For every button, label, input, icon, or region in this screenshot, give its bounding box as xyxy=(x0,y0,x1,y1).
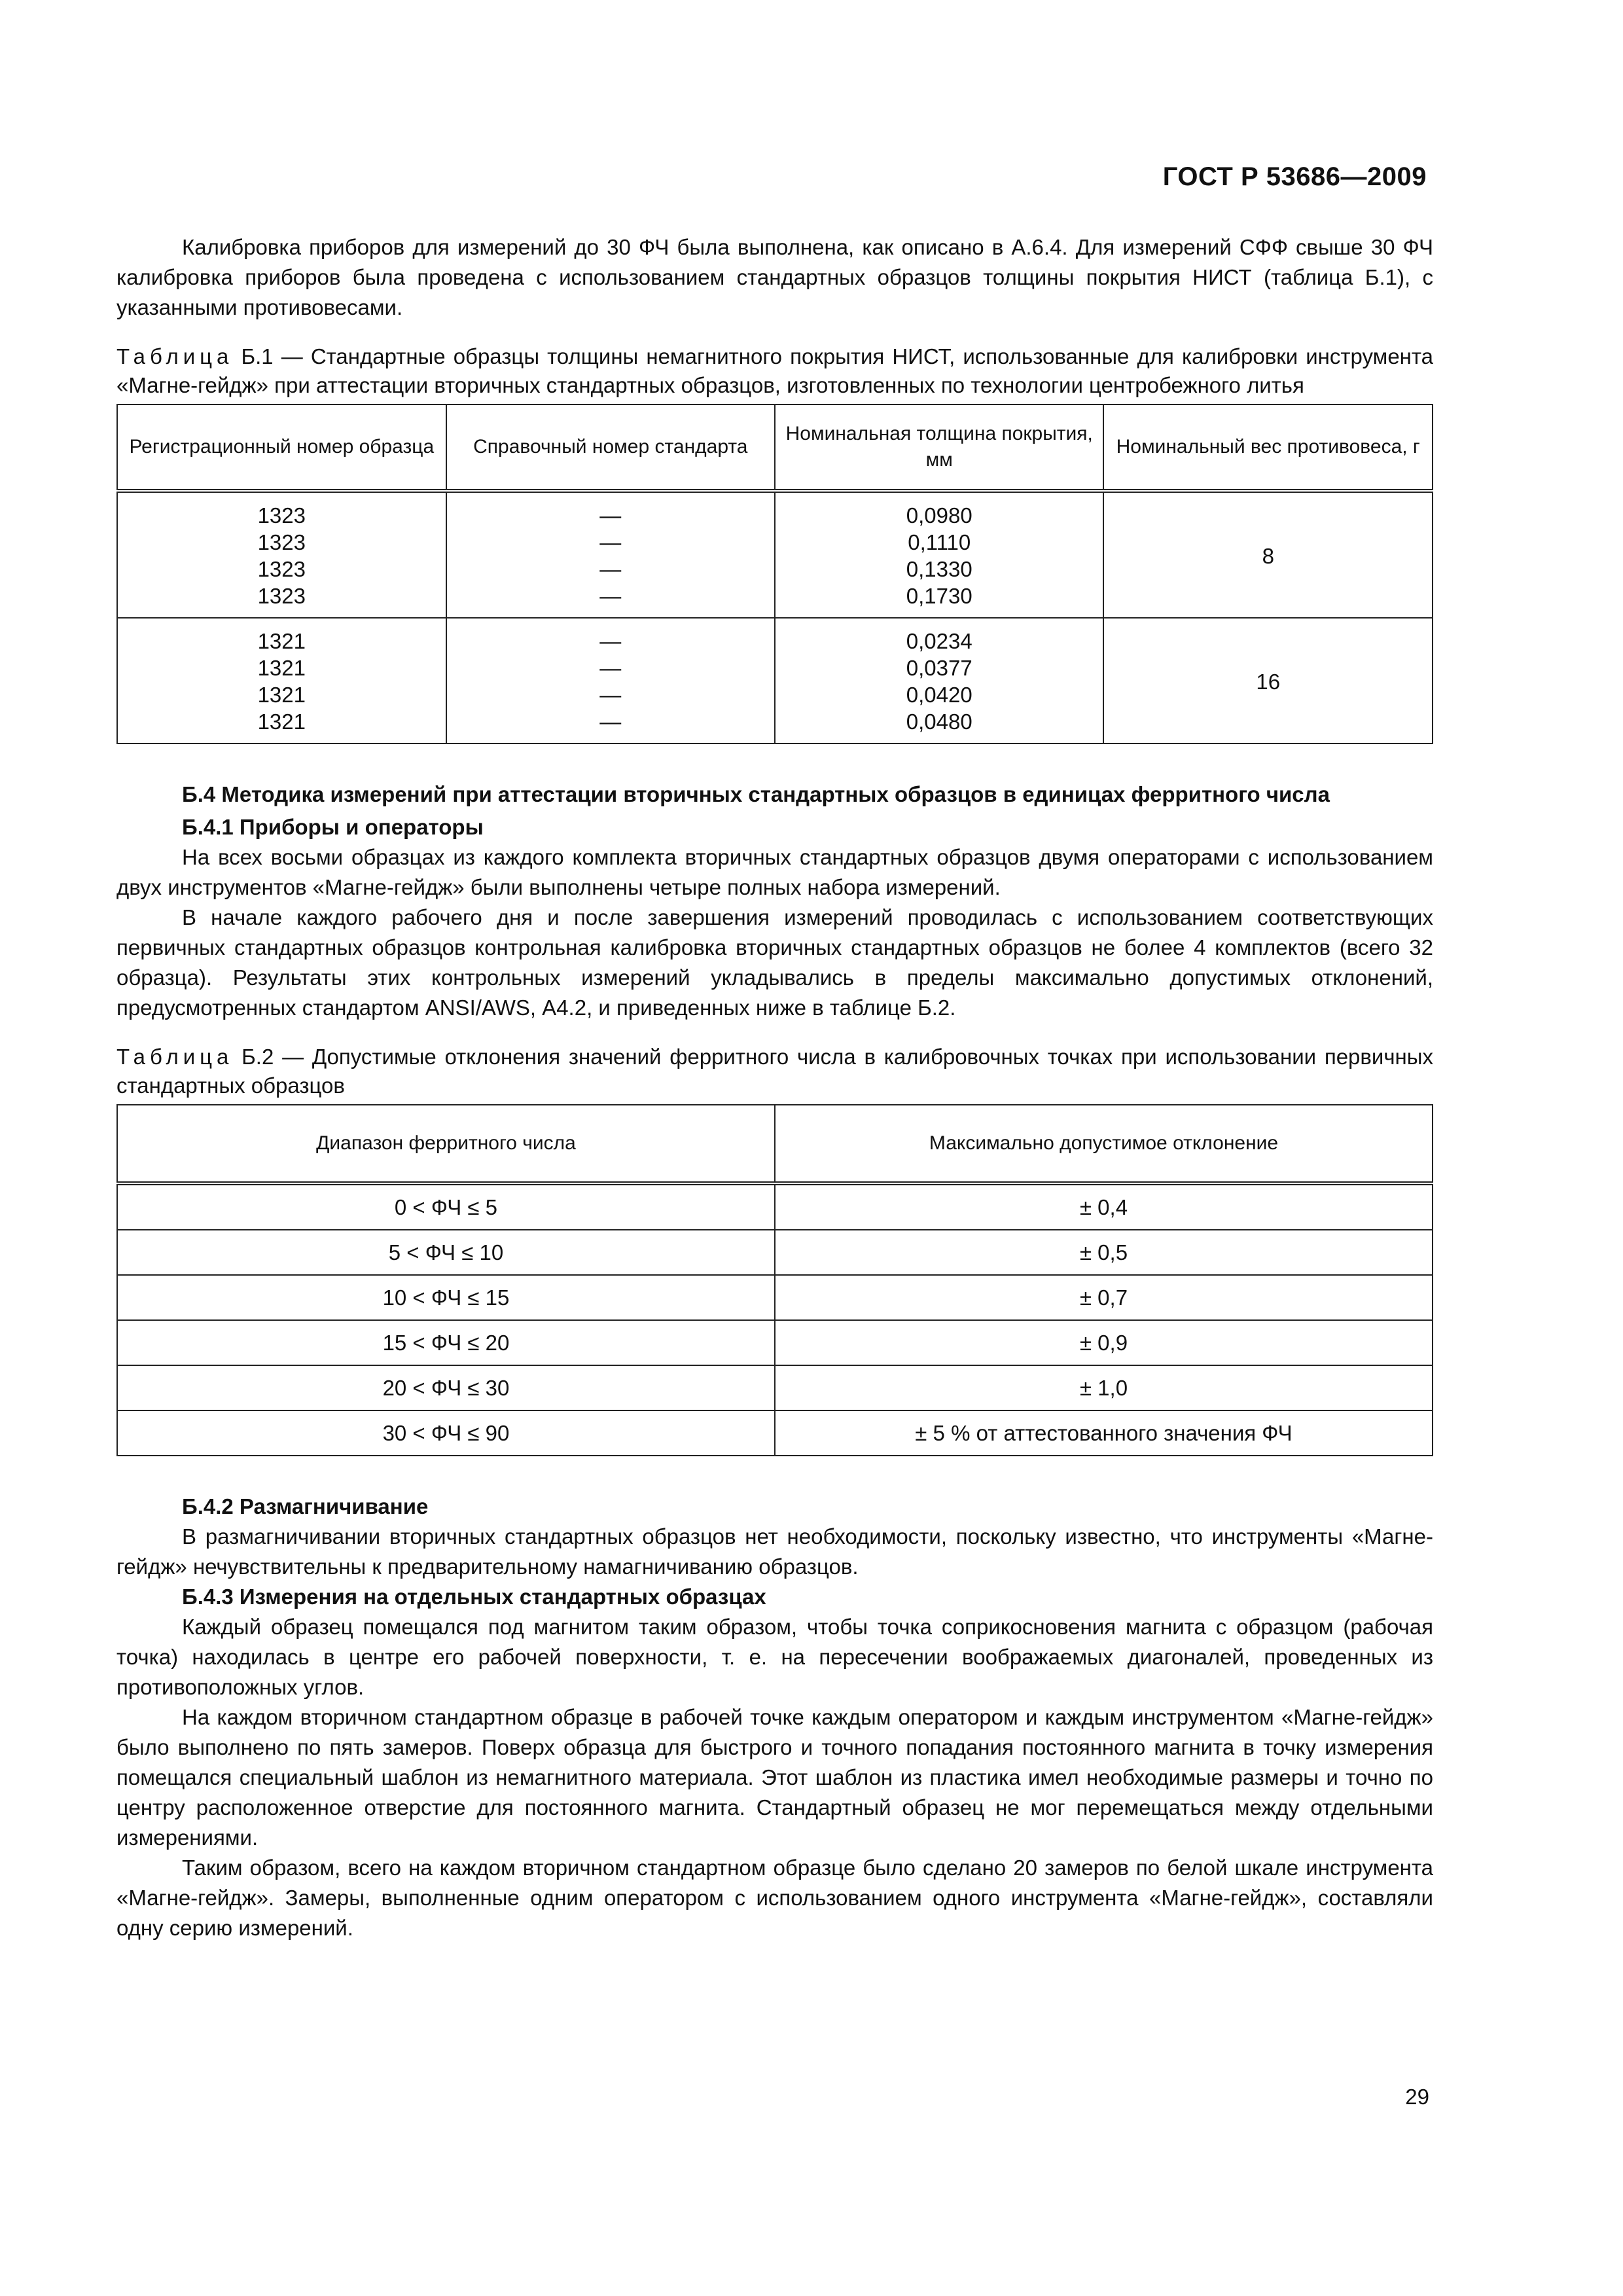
table1-cell-line: — xyxy=(599,584,622,608)
table2-cell-range: 10 < ФЧ ≤ 15 xyxy=(117,1275,775,1320)
section-b4-heading: Б.4 Методика измерений при аттестации вторичных стандартных образцов в единицах ферритного числа xyxy=(182,782,1330,806)
table1-caption xyxy=(116,342,1433,400)
table2-cell-deviation: ± 0,5 xyxy=(775,1230,1433,1275)
table2-cell-deviation: ± 0,4 xyxy=(775,1183,1433,1230)
table1-header-reg-number: Регистрационный номер образца xyxy=(117,404,446,491)
table1-cell-line: 0,1730 xyxy=(906,584,972,608)
table1-caption-prefix: Таблица xyxy=(116,344,234,368)
table2-cell-deviation: ± 1,0 xyxy=(775,1365,1433,1410)
table2-body xyxy=(117,1183,1433,1456)
table2-header-deviation: Максимально допустимое отклонение xyxy=(775,1105,1433,1183)
section-b41-heading: Б.4.1 Приборы и операторы xyxy=(182,815,484,839)
table1-cell-line: 1323 xyxy=(257,530,306,554)
table2-cell-range: 0 < ФЧ ≤ 5 xyxy=(117,1183,775,1230)
table1-cell-line: 1321 xyxy=(257,683,306,707)
table2-row xyxy=(117,1183,1433,1230)
table1-cell-line: 1321 xyxy=(257,709,306,734)
table1-cell-line: 0,0234 xyxy=(906,629,972,653)
table2-caption xyxy=(116,1043,1433,1100)
section-b41-paragraph-2: В начале каждого рабочего дня и после завершения измерений проводилась с использованием соответствующих первичных стандартных образцов контрольная калибровка вторичных стандартных образцов не более 4 комплектов (всего 32 образца). Результаты этих контрольных измерений укладывались в пределы максимально допустимых отклонений, предусмотренных стандартом ANSI/AWS, А4.2, и приведенных ниже в таблице Б.2. xyxy=(116,905,1433,1020)
table1-cell-line: — xyxy=(599,557,622,581)
table2-header-range: Диапазон ферритного числа xyxy=(117,1105,775,1183)
document-code: ГОСТ Р 53686—2009 xyxy=(1162,162,1427,191)
section-b41-paragraph-1: На всех восьми образцах из каждого комплекта вторичных стандартных образцов двумя операторами с использованием двух инструментов «Магне-гейдж» были выполнены четыре полных набора измерений. xyxy=(116,845,1433,899)
table1-cell-ref-numbers xyxy=(446,618,775,744)
table1-cell-line: 1321 xyxy=(257,656,306,680)
table1-cell-thickness xyxy=(775,491,1103,618)
table1-cell-line: 0,1110 xyxy=(908,530,971,554)
table2-caption-prefix: Таблица xyxy=(116,1045,234,1069)
table2-cell-range: 20 < ФЧ ≤ 30 xyxy=(117,1365,775,1410)
table1-cell-line: 1321 xyxy=(257,629,306,653)
table2-row xyxy=(117,1410,1433,1456)
section-b43-paragraph-3: Таким образом, всего на каждом вторичном стандартном образце было сделано 20 замеров по белой шкале инструмента «Магне-гейдж». Замеры, выполненные одним оператором с использованием одного инструмента «Магне-гейдж», составляли одну серию измерений. xyxy=(116,1856,1433,1940)
table1-cell-line: 0,1330 xyxy=(906,557,972,581)
table1-group-row xyxy=(117,491,1433,618)
table2-row xyxy=(117,1275,1433,1320)
table1-cell-ref-numbers xyxy=(446,491,775,618)
table2-cell-deviation: ± 0,9 xyxy=(775,1320,1433,1365)
table2-row xyxy=(117,1320,1433,1365)
table1 xyxy=(116,404,1433,744)
table1-cell-line: — xyxy=(599,709,622,734)
table1-cell-line: 1323 xyxy=(257,584,306,608)
table2 xyxy=(116,1104,1433,1456)
table2-row xyxy=(117,1230,1433,1275)
table1-cell-line: 0,0480 xyxy=(906,709,972,734)
table1-cell-weight: 8 xyxy=(1103,491,1433,618)
table1-header-ref-number: Справочный номер стандарта xyxy=(446,404,775,491)
table1-cell-line: — xyxy=(599,656,622,680)
section-b43-paragraph-1: Каждый образец помещался под магнитом таким образом, чтобы точка соприкосновения магнита с образцом (рабочая точка) находилась в центре его рабочей поверхности, т. е. на пересечении воображаемых диагоналей, проведенных из противоположных углов. xyxy=(116,1615,1433,1699)
table1-cell-weight: 16 xyxy=(1103,618,1433,744)
page-number: 29 xyxy=(1405,2085,1429,2109)
table1-cell-line: 1323 xyxy=(257,503,306,528)
table1-cell-line: — xyxy=(599,503,622,528)
table1-cell-line: 0,0420 xyxy=(906,683,972,707)
table1-group-row xyxy=(117,618,1433,744)
table2-cell-range: 5 < ФЧ ≤ 10 xyxy=(117,1230,775,1275)
page-content xyxy=(116,232,1433,1943)
table1-caption-text: Б.1 — Стандартные образцы толщины немагнитного покрытия НИСТ, использованные для калибровки инструмента «Магне-гейдж» при аттестации вторичных стандартных образцов, изготовленных по технологии центробежного литья xyxy=(116,344,1433,397)
table1-cell-line: 0,0980 xyxy=(906,503,972,528)
section-b42-paragraph-1: В размагничивании вторичных стандартных образцов нет необходимости, поскольку известно, что инструменты «Магне-гейдж» нечувствительны к предварительному намагничиванию образцов. xyxy=(116,1524,1433,1579)
table1-cell-line: — xyxy=(599,629,622,653)
table2-cell-range: 30 < ФЧ ≤ 90 xyxy=(117,1410,775,1456)
table1-cell-line: — xyxy=(599,530,622,554)
table2-cell-deviation: ± 5 % от аттестованного значения ФЧ xyxy=(775,1410,1433,1456)
section-b43-paragraph-2: На каждом вторичном стандартном образце в рабочей точке каждым оператором и каждым инструментом «Магне-гейдж» было выполнено по пять замеров. Поверх образца для быстрого и точного попадания постоянного магнита в точку измерения помещался специальный шаблон из немагнитного материала. Этот шаблон из пластика имел необходимые размеры и точно по центру расположенное отверстие для постоянного магнита. Стандартный образец не мог перемещаться между отдельными измерениями. xyxy=(116,1705,1433,1850)
table2-caption-text: Б.2 — Допустимые отклонения значений ферритного числа в калибровочных точках при использовании первичных стандартных образцов xyxy=(116,1045,1433,1098)
table2-cell-deviation: ± 0,7 xyxy=(775,1275,1433,1320)
table1-body xyxy=(117,491,1433,744)
intro-paragraph: Калибровка приборов для измерений до 30 ФЧ была выполнена, как описано в А.6.4. Для измерений СФФ свыше 30 ФЧ калибровка приборов была проведена с использованием стандартных образцов толщины покрытия НИСТ (таблица Б.1), с указанными противовесами. xyxy=(116,235,1433,319)
section-b42-heading: Б.4.2 Размагничивание xyxy=(182,1494,429,1518)
table1-cell-line: 0,0377 xyxy=(906,656,972,680)
table1-cell-thickness xyxy=(775,618,1103,744)
table1-cell-reg-numbers xyxy=(117,491,446,618)
table1-cell-line: — xyxy=(599,683,622,707)
table2-row xyxy=(117,1365,1433,1410)
table1-header-thickness: Номинальная толщина покрытия, мм xyxy=(775,404,1103,491)
table1-cell-reg-numbers xyxy=(117,618,446,744)
table1-header-weight: Номинальный вес противовеса, г xyxy=(1103,404,1433,491)
table2-cell-range: 15 < ФЧ ≤ 20 xyxy=(117,1320,775,1365)
section-b43-heading: Б.4.3 Измерения на отдельных стандартных образцах xyxy=(182,1585,766,1609)
table1-cell-line: 1323 xyxy=(257,557,306,581)
